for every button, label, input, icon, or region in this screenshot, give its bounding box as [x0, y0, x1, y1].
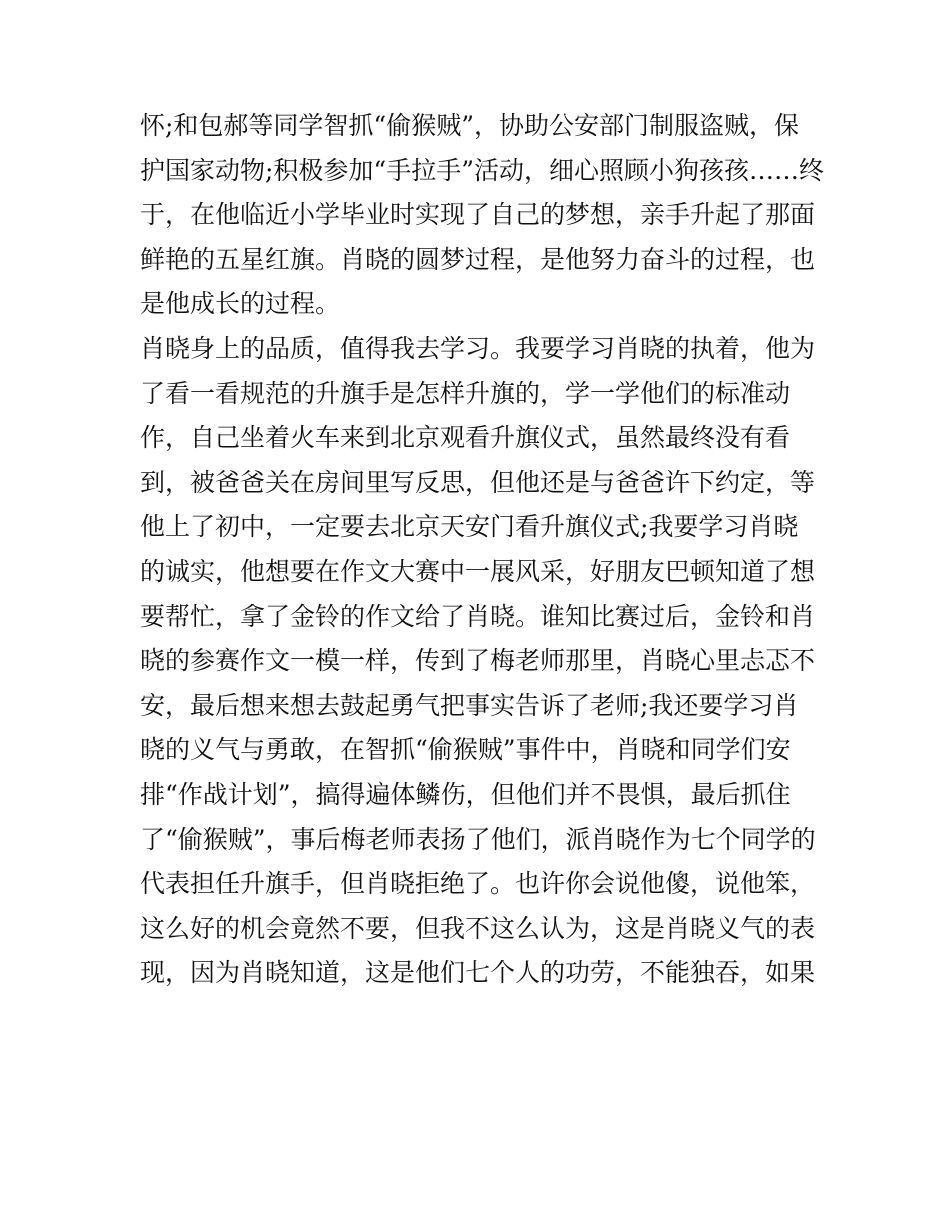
text-line: 要帮忙，拿了金铃的作文给了肖晓。谁知比赛过后，金铃和肖: [140, 601, 816, 631]
text-line: 到，被爸爸关在房间里写反思，但他还是与爸爸许下约定，等: [140, 467, 816, 497]
text-line: 怀;和包郝等同学智抓“偷猴贼”，协助公安部门制服盗贼，保: [140, 111, 799, 140]
text-line: 安，最后想来想去鼓起勇气把事实告诉了老师;我还要学习肖: [140, 690, 799, 720]
text-line: 的诚实，他想要在作文大赛中一展风采，好朋友巴顿知道了想: [140, 556, 816, 586]
text-line: 代表担任升旗手，但肖晓拒绝了。也许你会说他傻，说他笨，: [140, 869, 816, 899]
text-line: 这么好的机会竟然不要，但我不这么认为，这是肖晓义气的表: [140, 913, 816, 943]
text-line: 晓的义气与勇敢，在智抓“偷猴贼”事件中，肖晓和同学们安: [140, 735, 791, 765]
body-text: [140, 104, 824, 996]
text-line: 晓的参赛作文一模一样，传到了梅老师那里，肖晓心里忐忑不: [140, 646, 816, 676]
text-line: 排“作战计划”，搞得遍体鳞伤，但他们并不畏惧，最后抓住: [140, 779, 791, 809]
text-line: 现，因为肖晓知道，这是他们七个人的功劳，不能独吞，如果: [140, 958, 816, 988]
text-line: 了“偷猴贼”，事后梅老师表扬了他们，派肖晓作为七个同学的: [140, 824, 816, 854]
text-line: 肖晓身上的品质，值得我去学习。我要学习肖晓的执着，他为: [140, 333, 816, 363]
text-line: 作，自己坐着火车来到北京观看升旗仪式，虽然最终没有看: [140, 423, 791, 453]
text-line: 是他成长的过程。: [140, 289, 341, 319]
text-line: 了看一看规范的升旗手是怎样升旗的，学一学他们的标准动: [140, 378, 791, 408]
text-line: 他上了初中，一定要去北京天安门看升旗仪式;我要学习肖晓: [140, 512, 799, 542]
text-line: 护国家动物;积极参加“手拉手”活动，细心照顾小狗孩孩……终: [140, 155, 824, 185]
text-line: 鲜艳的五星红旗。肖晓的圆梦过程，是他努力奋斗的过程，也: [140, 244, 816, 274]
text-line: 于，在他临近小学毕业时实现了自己的梦想，亲手升起了那面: [140, 200, 816, 230]
